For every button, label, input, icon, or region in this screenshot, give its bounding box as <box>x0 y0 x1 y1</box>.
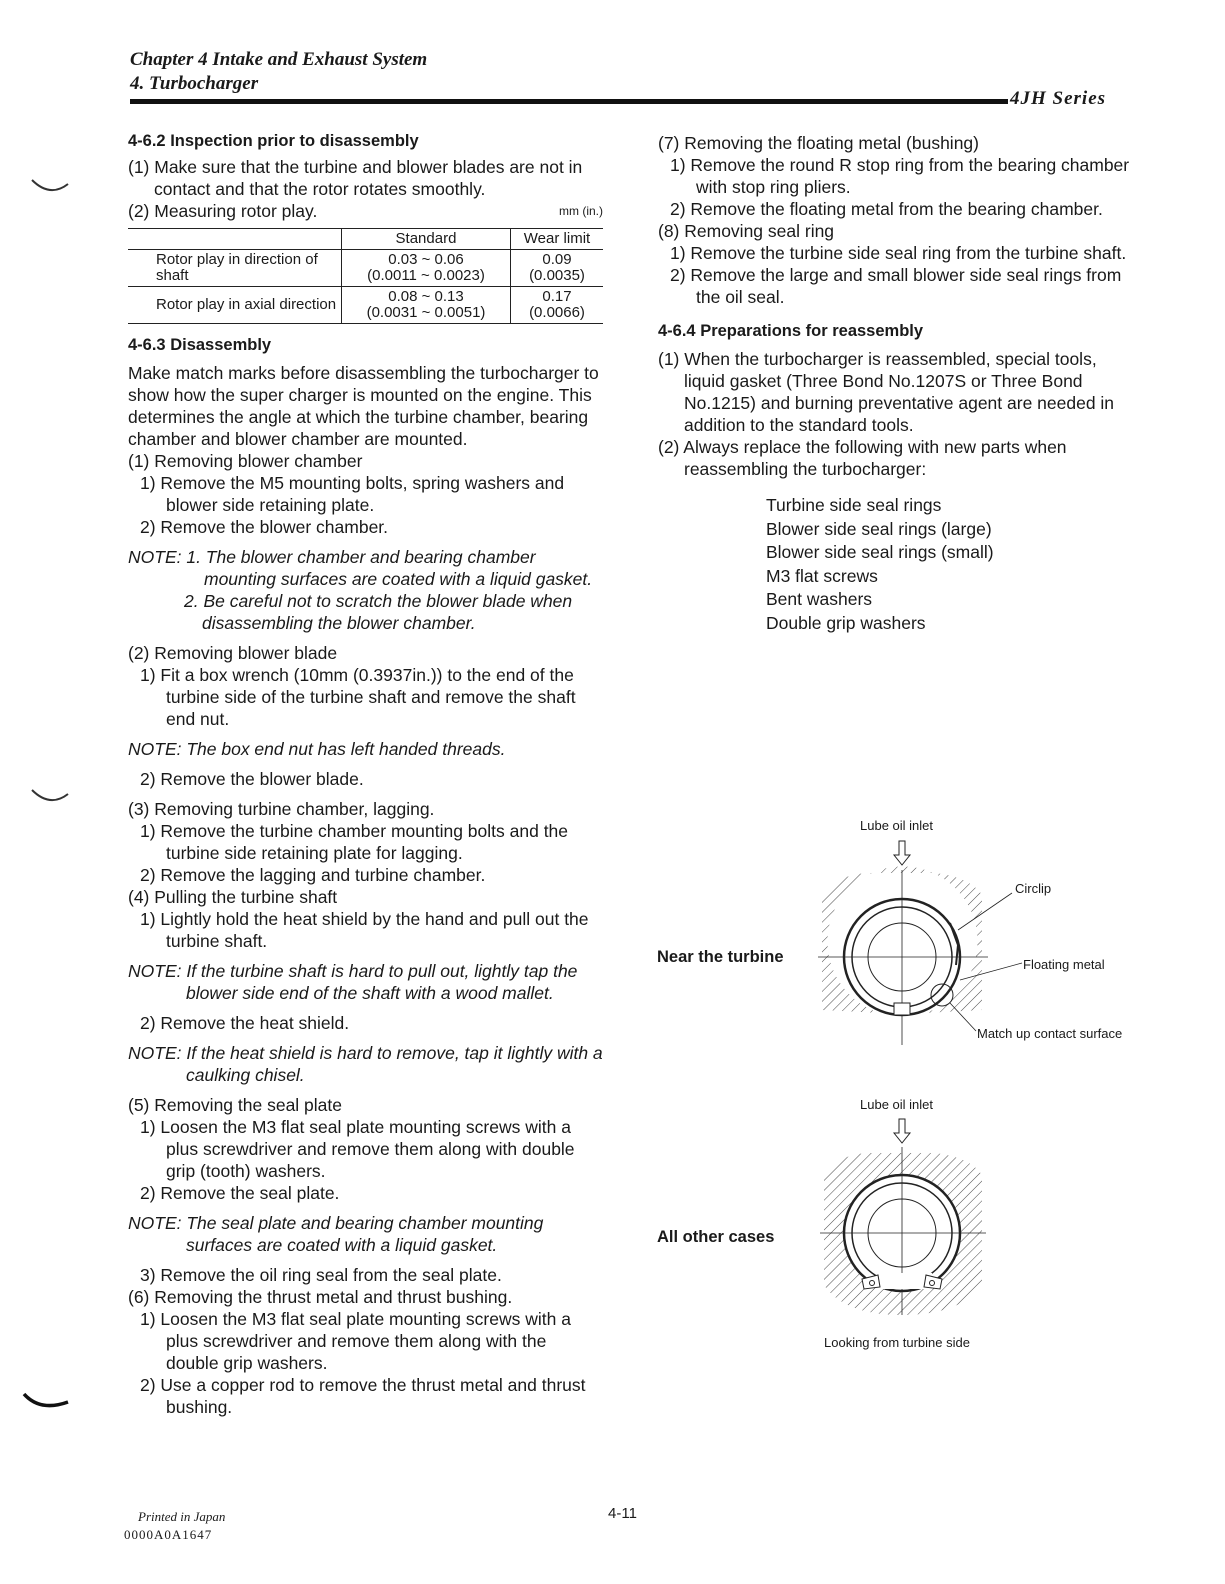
table-row <box>128 287 603 324</box>
left-column <box>128 130 603 1418</box>
row-label: Rotor play in direction of shaft <box>156 251 318 284</box>
list-item: 2) Remove the heat shield. <box>140 1013 350 1033</box>
cell-value: 0.03 ~ 0.06 <box>388 251 464 268</box>
note: NOTE: The seal plate and bearing chamber mounting surfaces are coated with a liquid gasket. <box>128 1213 544 1255</box>
list-item: 2) Remove the floating metal from the bearing chamber. <box>670 199 1103 219</box>
header-rule <box>130 99 1008 104</box>
binding-mark-icon <box>22 1388 72 1418</box>
unit-label: mm (in.) <box>559 204 603 218</box>
list-item: (5) Removing the seal plate <box>128 1095 342 1115</box>
list-item: 2) Use a copper rod to remove the thrust metal and thrust bushing. <box>140 1375 586 1417</box>
list-item: (7) Removing the floating metal (bushing) <box>658 133 979 153</box>
list-item: Turbine side seal rings <box>766 495 942 515</box>
list-item: 1) Fit a box wrench (10mm (0.3937in.)) to the end of the turbine side of the turbine shaft and remove the shaft end nut. <box>140 665 576 729</box>
section-heading: 4-6.4 Preparations for reassembly <box>658 322 924 340</box>
circlip-diagram-other-cases <box>810 1115 1000 1325</box>
parts-list <box>658 494 1130 635</box>
cell-value: (0.0031 ~ 0.0051) <box>366 304 486 321</box>
circlip-label: Circlip <box>1015 881 1052 896</box>
near-turbine-label: Near the turbine <box>657 948 784 966</box>
list-item: Double grip washers <box>766 612 926 633</box>
note: NOTE: The box end nut has left handed threads. <box>128 739 506 759</box>
looking-from-label: Looking from turbine side <box>824 1335 970 1350</box>
list-item: 3) Remove the oil ring seal from the seal plate. <box>140 1265 502 1285</box>
list-item: (6) Removing the thrust metal and thrust bushing. <box>128 1287 513 1307</box>
list-item: 2) Remove the blower blade. <box>140 769 364 789</box>
list-item: 2) Remove the seal plate. <box>140 1183 340 1203</box>
section-heading: 4-6.3 Disassembly <box>128 336 272 354</box>
list-item: Blower side seal rings (large) <box>766 518 992 539</box>
paragraph: Make match marks before disassembling the turbocharger to show how the super charger is mounted on the engine. This determines the angle at which the turbine chamber, bearing chamber and blower chamber are mounted. <box>128 363 599 449</box>
list-item: (1) When the turbocharger is reassembled, special tools, liquid gasket (Three Bond No.1207S or Three Bond No.1215) and burning preventative agent are needed in addition to the standard tools. <box>658 349 1115 435</box>
list-item: 1) Remove the round R stop ring from the bearing chamber with stop ring pliers. <box>670 155 1130 197</box>
list-item: 1) Remove the M5 mounting bolts, spring washers and blower side retaining plate. <box>140 473 565 515</box>
floating-metal-label: Floating metal <box>1023 957 1105 972</box>
cell-value: (0.0011 ~ 0.0023) <box>367 267 485 284</box>
note: NOTE: 1. The blower chamber and bearing chamber mounting surfaces are coated with a liquid gasket. <box>128 547 593 589</box>
note: NOTE: If the heat shield is hard to remove, tap it lightly with a caulking chisel. <box>128 1043 603 1085</box>
list-item: Bent washers <box>766 589 873 609</box>
list-item: 2) Remove the large and small blower side seal rings from the oil seal. <box>670 265 1122 307</box>
arrow-down-icon <box>894 841 910 865</box>
list-item: (4) Pulling the turbine shaft <box>128 887 338 907</box>
list-item: Blower side seal rings (small) <box>766 542 994 562</box>
section-title: 4. Turbocharger <box>130 73 259 94</box>
chapter-title: Chapter 4 Intake and Exhaust System <box>130 49 428 70</box>
note: NOTE: If the turbine shaft is hard to pull out, lightly tap the blower side end of the shaft with a wood mallet. <box>128 961 578 1003</box>
list-item: M3 flat screws <box>766 565 878 586</box>
cell-value: 0.09 <box>542 251 572 268</box>
all-other-cases-label: All other cases <box>657 1228 775 1246</box>
list-item: (1) Removing blower chamber <box>128 451 363 471</box>
cell-value: 0.17 <box>542 288 572 305</box>
cell-value: (0.0066) <box>529 304 585 321</box>
list-item: (2) Always replace the following with new parts when reassembling the turbocharger: <box>658 437 1067 479</box>
list-item: 1) Remove the turbine chamber mounting bolts and the turbine side retaining plate for lagging. <box>140 821 569 863</box>
lube-oil-inlet-label: Lube oil inlet <box>860 818 933 833</box>
binding-mark-icon <box>30 170 70 200</box>
match-surface-label: Match up contact surface <box>977 1026 1123 1041</box>
list-item: 1) Remove the turbine side seal ring from the turbine shaft. <box>670 243 1127 263</box>
rotor-play-table <box>128 228 603 324</box>
note: 2. Be careful not to scratch the blower blade when disassembling the blower chamber. <box>184 591 573 633</box>
list-item: 2) Remove the blower chamber. <box>140 517 389 537</box>
cell-value: 0.08 ~ 0.13 <box>388 288 464 305</box>
arrow-down-icon <box>894 1119 910 1143</box>
printed-label: Printed in Japan <box>138 1509 226 1524</box>
circlip-diagram-near-turbine <box>810 835 1040 1045</box>
cell-value: (0.0035) <box>529 267 585 284</box>
page-number: 4-11 <box>608 1505 637 1522</box>
binding-mark-icon <box>30 780 70 810</box>
lube-oil-inlet-label: Lube oil inlet <box>860 1097 933 1112</box>
column-header: Wear limit <box>511 229 604 250</box>
paragraph: (2) Measuring rotor play. <box>128 201 318 221</box>
list-item: 1) Loosen the M3 flat seal plate mounting screws with a plus screwdriver and remove them along with the double grip washers. <box>140 1309 571 1373</box>
section-heading: 4-6.2 Inspection prior to disassembly <box>128 132 419 150</box>
paragraph: (1) Make sure that the turbine and blower blades are not in contact and that the rotor rotates smoothly. <box>128 157 583 199</box>
list-item: 1) Lightly hold the heat shield by the hand and pull out the turbine shaft. <box>140 909 589 951</box>
list-item: (8) Removing seal ring <box>658 221 835 241</box>
right-column <box>658 132 1130 635</box>
list-item: 1) Loosen the M3 flat seal plate mounting screws with a plus screwdriver and remove them along with double grip (tooth) washers. <box>140 1117 575 1181</box>
table-row <box>128 250 603 287</box>
row-label: Rotor play in axial direction <box>156 296 337 313</box>
list-item: 2) Remove the lagging and turbine chamber. <box>140 865 486 885</box>
doc-code: 0000A0A1647 <box>124 1527 213 1542</box>
list-item: (2) Removing blower blade <box>128 643 338 663</box>
column-header: Standard <box>342 229 511 250</box>
list-item: (3) Removing turbine chamber, lagging. <box>128 799 435 819</box>
series-label: 4JH Series <box>1010 88 1107 109</box>
